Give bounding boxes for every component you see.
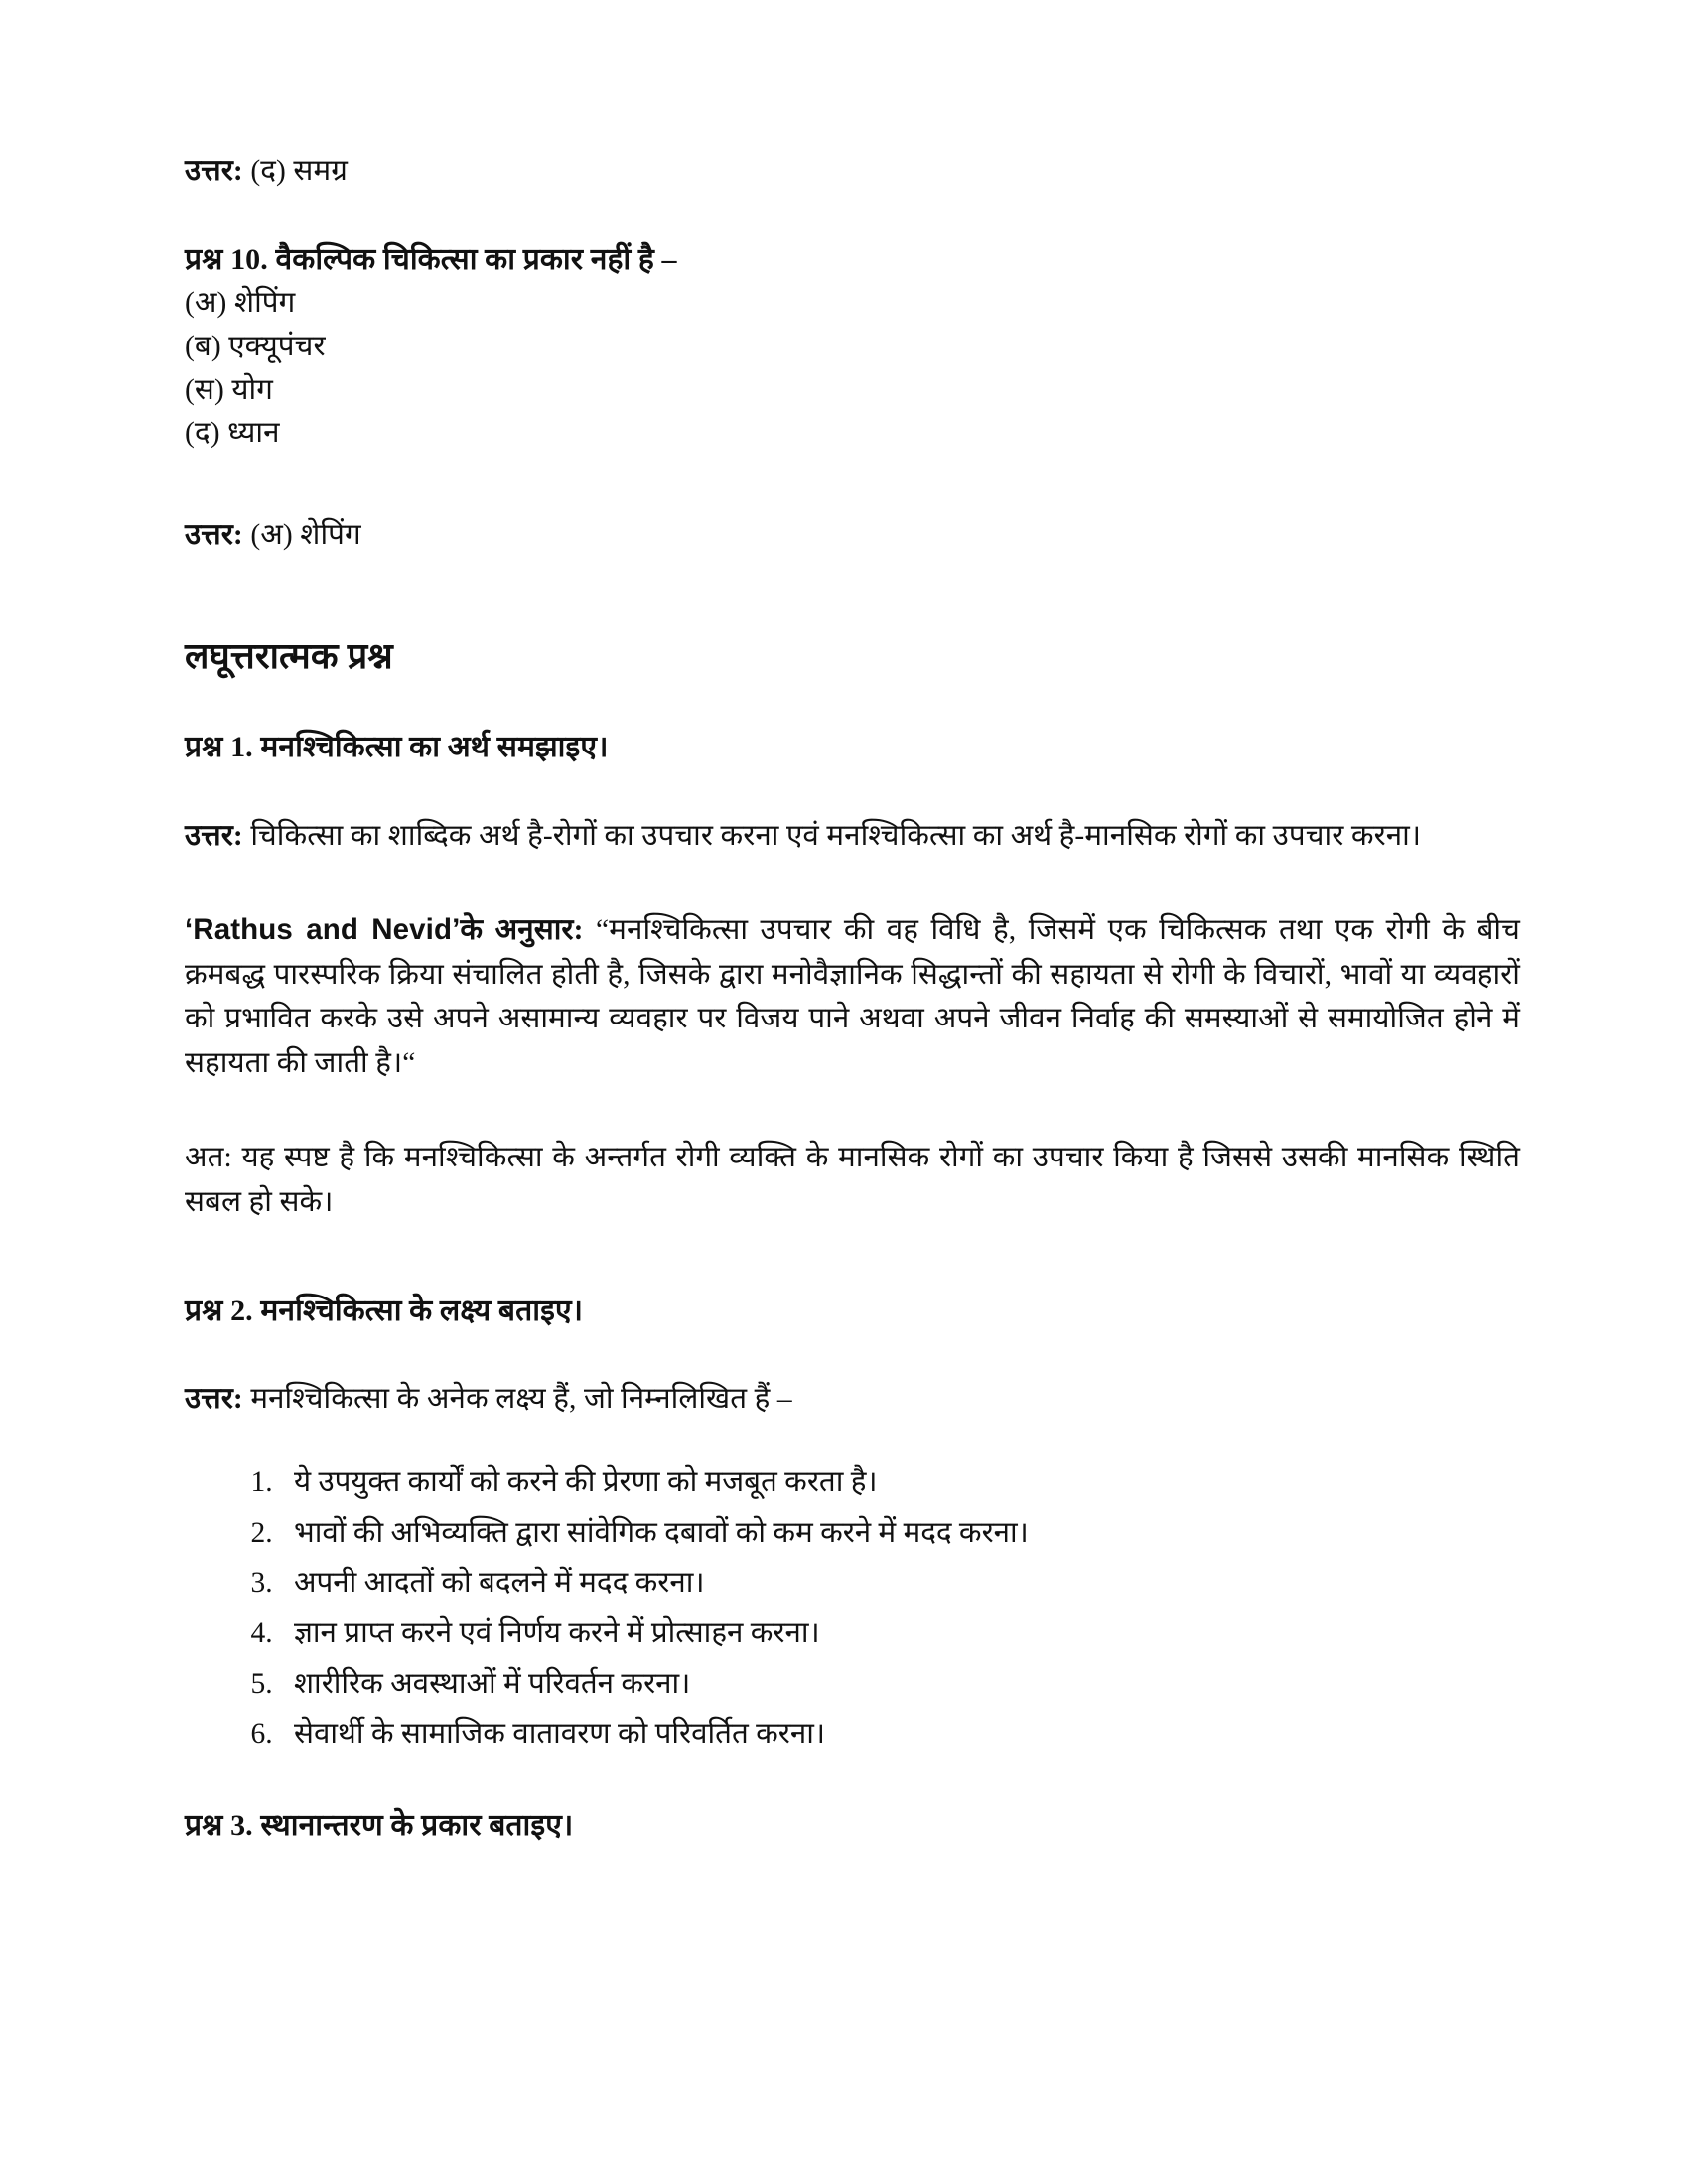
spacer	[185, 1092, 1520, 1136]
question-10-option-c: (स) योग	[185, 373, 273, 406]
answer-text: मनश्चिकित्सा के अनेक लक्ष्य हैं, जो निम्नलिखित हैं –	[250, 1383, 792, 1416]
question-2-answer-intro	[185, 1377, 1520, 1422]
answer-label: उत्तर:	[185, 1383, 243, 1416]
question-10-answer	[185, 513, 1520, 558]
citation-quote: “मनश्चिकित्सा उपचार की वह विधि है, जिसमें एक चिकित्सक तथा एक रोगी के बीच क्रमबद्ध पारस्परिक क्रिया संचालित होती है, जिसके द्वारा मनोवैज्ञानिक सिद्धान्तों की सहायता से रोगी के विचारों, भावों या व्यवहारों को प्रभावित करके उसे अपने असामान्य व्यवहार पर विजय पाने अथवा अपने जीवन निर्वाह की समस्याओं से समायोजित होने में सहायता की जाती है।“	[185, 913, 1520, 1080]
question-1-conclusion: अत: यह स्पष्ट है कि मनश्चिकित्सा के अन्तर्गत रोगी व्यक्ति के मानसिक रोगों का उपचार किया है जिससे उसकी मानसिक स्थिति सबल हो सके।	[185, 1142, 1520, 1218]
spacer	[185, 1759, 1520, 1803]
list-item: 5. शारीरिक अवस्थाओं में परिवर्तन करना।	[280, 1659, 1520, 1709]
spacer	[185, 456, 1520, 513]
spacer	[185, 1231, 1520, 1289]
list-item: 1. ये उपयुक्त कार्यों को करने की प्रेरणा को मजबूत करता है।	[280, 1457, 1520, 1508]
question-10-option-d: (द) ध्यान	[185, 417, 280, 450]
question-1-answer	[185, 814, 1520, 859]
section-heading-short-answer: लघूत्तरात्मक प्रश्न	[185, 635, 393, 676]
question-2-goal-list	[185, 1457, 1520, 1759]
list-item: 4. ज्ञान प्राप्त करने एवं निर्णय करने में प्रोत्साहन करना।	[280, 1608, 1520, 1659]
question-10-option-a: (अ) शेपिंग	[185, 287, 296, 320]
spacer	[185, 681, 1520, 725]
question-1-citation	[185, 908, 1520, 1086]
question-2-heading: प्रश्न 2. मनश्चिकित्सा के लक्ष्य बताइए।	[185, 1294, 584, 1327]
spacer	[185, 1428, 1520, 1457]
list-item: 3. अपनी आदतों को बदलने में मदद करना।	[280, 1559, 1520, 1609]
question-3-heading: प्रश्न 3. स्थानान्तरण के प्रकार बताइए।	[185, 1809, 574, 1843]
answer-label: उत्तर:	[185, 519, 243, 552]
question-1-heading: प्रश्न 1. मनश्चिकित्सा का अर्थ समझाइए।	[185, 731, 609, 764]
question-10-heading: प्रश्न 10. वैकल्पिक चिकित्सा का प्रकार नहीं है –	[185, 242, 677, 276]
answer-label: उत्तर:	[185, 155, 243, 187]
spacer	[185, 558, 1520, 631]
spacer	[185, 865, 1520, 908]
answer-value: (द) समग्र	[250, 155, 348, 187]
answer-label: उत्तर:	[185, 819, 243, 852]
answer-text: चिकित्सा का शाब्दिक अर्थ है-रोगों का उपचार करना एवं मनश्चिकित्सा का अर्थ है-मानसिक रोगों का उपचार करना।	[250, 819, 1422, 852]
list-item: 2. भावों की अभिव्यक्ति द्वारा सांवेगिक दबावों को कम करने में मदद करना।	[280, 1508, 1520, 1559]
spacer	[185, 194, 1520, 237]
spacer	[185, 770, 1520, 814]
mcq-answer-top	[185, 149, 1520, 194]
citation-lead: के अनुसार:	[460, 913, 584, 946]
document-content	[185, 149, 1520, 1848]
citation-source: ‘Rathus and Nevid’	[185, 912, 461, 946]
answer-value: (अ) शेपिंग	[250, 519, 361, 552]
question-10-option-b: (ब) एक्यूपंचर	[185, 331, 326, 363]
spacer	[185, 1333, 1520, 1377]
list-item: 6. सेवार्थी के सामाजिक वातावरण को परिवर्तित करना।	[280, 1709, 1520, 1760]
